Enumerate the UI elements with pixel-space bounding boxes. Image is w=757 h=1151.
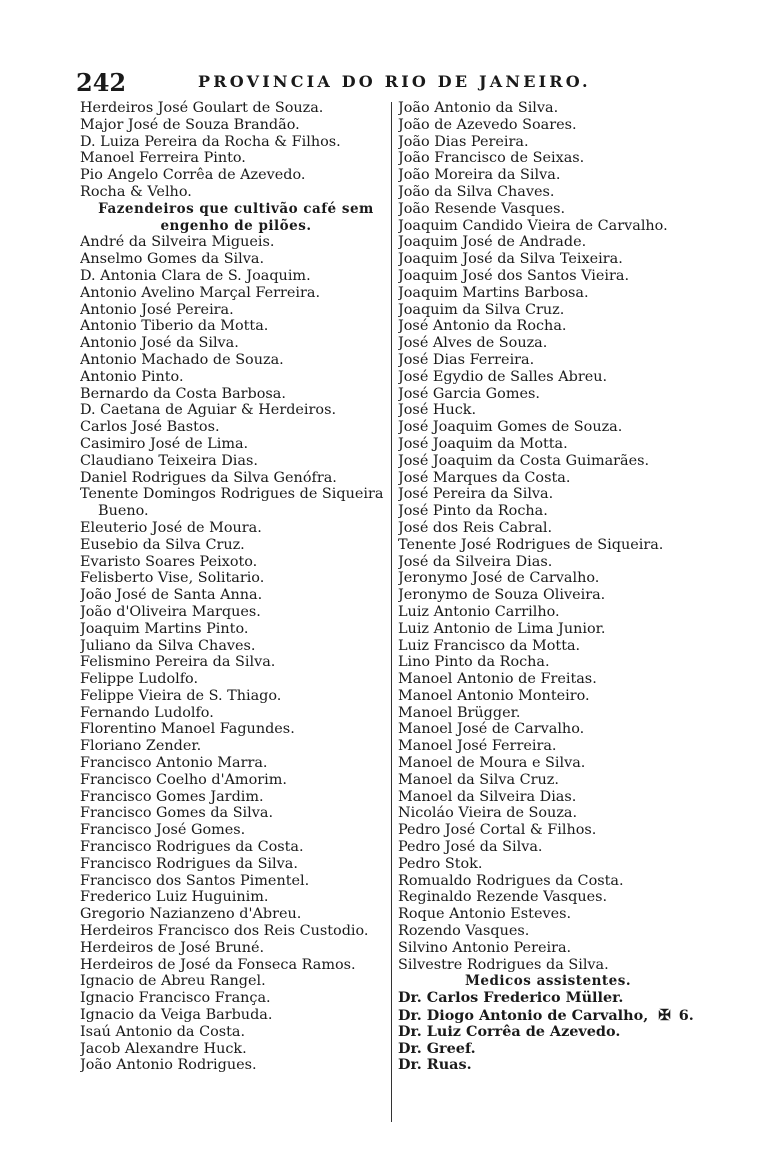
list-item: João d'Oliveira Marques. — [80, 603, 261, 620]
order-number: 6. — [678, 1007, 694, 1024]
list-item: Manoel José Ferreira. — [398, 738, 557, 755]
list-item: José da Silveira Dias. — [398, 553, 553, 570]
list-item: José Antonio da Rocha. — [398, 318, 567, 335]
page-header — [76, 68, 686, 102]
list-item: Manoel Ferreira Pinto. — [80, 150, 246, 167]
list-item: João Resende Vasques. — [398, 200, 566, 217]
list-item: D. Caetana de Aguiar & Herdeiros. — [80, 402, 337, 419]
list-item: Ignacio de Abreu Rangel. — [80, 973, 266, 990]
list-item: Joaquim Candido Vieira de Carvalho. — [398, 217, 668, 234]
medico-item: Dr. Ruas. — [398, 1057, 472, 1074]
list-item: Lino Pinto da Rocha. — [398, 654, 550, 671]
list-item: Evaristo Soares Peixoto. — [80, 553, 258, 570]
left-column — [80, 100, 392, 1074]
list-item: Ignacio da Veiga Barbuda. — [80, 1007, 273, 1024]
list-item: Joaquim Martins Barbosa. — [398, 284, 589, 301]
list-item: Manoel da Silveira Dias. — [398, 788, 577, 805]
list-item: José Garcia Gomes. — [398, 385, 540, 402]
list-item: Florentino Manoel Fagundes. — [80, 721, 295, 738]
list-item: Francisco Gomes da Silva. — [80, 805, 274, 822]
list-item: D. Antonia Clara de S. Joaquim. — [80, 267, 311, 284]
list-item: Joaquim José de Andrade. — [398, 234, 587, 251]
page-number: 242 — [76, 68, 127, 97]
list-item: Frederico Luiz Huguinim. — [80, 889, 269, 906]
list-item: Roque Antonio Esteves. — [398, 906, 572, 923]
list-item: Silvestre Rodrigues da Silva. — [398, 956, 609, 973]
list-item: José Pinto da Rocha. — [398, 503, 548, 520]
list-item: Major José de Souza Brandão. — [80, 116, 300, 133]
list-item: Antonio Tiberio da Motta. — [80, 318, 269, 335]
list-item: Nicoláo Vieira de Souza. — [398, 805, 578, 822]
list-item: João Antonio da Silva. — [398, 100, 559, 116]
list-item: Isaú Antonio da Costa. — [80, 1023, 246, 1040]
list-item: Pio Angelo Corrêa de Azevedo. — [80, 167, 306, 184]
list-item: Luiz Francisco da Motta. — [398, 637, 581, 654]
list-item: Daniel Rodrigues da Silva Genófra. — [80, 469, 337, 486]
list-item: Manoel José de Carvalho. — [398, 721, 585, 738]
list-item: José Egydio de Salles Abreu. — [398, 368, 608, 385]
list-item: Gregorio Nazianzeno d'Abreu. — [80, 906, 302, 923]
list-item: Silvino Antonio Pereira. — [398, 939, 572, 956]
list-item: José Joaquim da Motta. — [398, 435, 568, 452]
list-item: Felippe Vieira de S. Thiago. — [80, 687, 282, 704]
list-item: João Antonio Rodrigues. — [80, 1057, 257, 1074]
list-item: Joaquim Martins Pinto. — [80, 620, 249, 637]
list-item: José Pereira da Silva. — [398, 486, 554, 503]
list-item: Luiz Antonio de Lima Junior. — [398, 620, 606, 637]
list-item: José Marques da Costa. — [398, 469, 571, 486]
list-item: Francisco Gomes Jardim. — [80, 788, 264, 805]
list-item: Herdeiros Francisco dos Reis Custodio. — [80, 923, 369, 940]
list-item: Ignacio Francisco França. — [80, 990, 271, 1007]
list-item: Eleuterio José de Moura. — [80, 519, 262, 536]
list-item: José Joaquim da Costa Guimarães. — [398, 452, 650, 469]
list-item: Felippe Ludolfo. — [80, 671, 199, 688]
list-item: Jeronymo de Souza Oliveira. — [398, 587, 606, 604]
list-item: Herdeiros de José Bruné. — [80, 939, 265, 956]
list-item: Rozendo Vasques. — [398, 923, 530, 940]
list-item: Floriano Zender. — [80, 738, 202, 755]
list-item: Claudiano Teixeira Dias. — [80, 452, 258, 469]
running-title: PROVINCIA DO RIO DE JANEIRO. — [198, 72, 591, 91]
list-item: Manoel da Silva Cruz. — [398, 771, 559, 788]
list-item: Pedro Stok. — [398, 855, 483, 872]
list-item: José Joaquim Gomes de Souza. — [398, 419, 623, 436]
list-item: D. Luiza Pereira da Rocha & Filhos. — [80, 133, 341, 150]
medico-item: Dr. Luiz Corrêa de Azevedo. — [398, 1023, 621, 1040]
list-item: José Huck. — [398, 402, 477, 419]
list-item: Herdeiros de José da Fonseca Ramos. — [80, 956, 356, 973]
list-item: Tenente Domingos Rodrigues de Siqueira — [80, 486, 384, 503]
list-item: Rocha & Velho. — [80, 183, 192, 200]
medico-item: Dr. Greef. — [398, 1040, 476, 1057]
medico-item — [398, 1007, 698, 1024]
list-item: Eusebio da Silva Cruz. — [80, 536, 245, 553]
list-item: Tenente José Rodrigues de Siqueira. — [398, 536, 664, 553]
list-item: Felismino Pereira da Silva. — [80, 654, 276, 671]
list-item: Antonio Machado de Souza. — [80, 351, 284, 368]
list-item: Joaquim da Silva Cruz. — [398, 301, 565, 318]
list-item: Luiz Antonio Carrilho. — [398, 603, 560, 620]
section-heading-line2: engenho de pilões. — [160, 217, 312, 234]
list-item: José Alves de Souza. — [398, 335, 548, 352]
list-item: Anselmo Gomes da Silva. — [80, 251, 265, 268]
list-item: Pedro José Cortal & Filhos. — [398, 822, 597, 839]
list-item: Francisco José Gomes. — [80, 822, 246, 839]
medico-name: Dr. Diogo Antonio de Carvalho, — [398, 1007, 649, 1024]
list-item: Manoel Brügger. — [398, 704, 521, 721]
list-item: Antonio José da Silva. — [80, 335, 239, 352]
list-item: Francisco dos Santos Pimentel. — [80, 872, 310, 889]
right-column — [398, 100, 698, 1074]
list-item: José Dias Ferreira. — [398, 351, 535, 368]
list-item: Bernardo da Costa Barbosa. — [80, 385, 286, 402]
list-item: João Moreira da Silva. — [398, 167, 561, 184]
list-item: Carlos José Bastos. — [80, 419, 220, 436]
list-item: Casimiro José de Lima. — [80, 435, 249, 452]
list-item: Francisco Antonio Marra. — [80, 755, 268, 772]
list-item: Reginaldo Rezende Vasques. — [398, 889, 608, 906]
list-item: José dos Reis Cabral. — [398, 519, 553, 536]
order-cross-icon: ✠ — [658, 1007, 671, 1024]
medicos-heading: Medicos assistentes. — [464, 973, 632, 990]
list-item: Manoel Antonio Monteiro. — [398, 687, 590, 704]
list-item: Manoel Antonio de Freitas. — [398, 671, 597, 688]
list-item: Antonio José Pereira. — [80, 301, 234, 318]
list-item: Pedro José da Silva. — [398, 839, 543, 856]
list-item: Felisberto Vise, Solitario. — [80, 570, 265, 587]
list-item: Jacob Alexandre Huck. — [80, 1040, 247, 1057]
medico-item: Dr. Carlos Frederico Müller. — [398, 990, 624, 1007]
list-item: Francisco Rodrigues da Costa. — [80, 839, 304, 856]
list-item: Romualdo Rodrigues da Costa. — [398, 872, 624, 889]
list-item: André da Silveira Migueis. — [80, 234, 275, 251]
list-item: João da Silva Chaves. — [398, 183, 555, 200]
list-item: Juliano da Silva Chaves. — [80, 637, 256, 654]
list-item: Manoel de Moura e Silva. — [398, 755, 586, 772]
list-item: João Dias Pereira. — [398, 133, 529, 150]
list-item: Joaquim José dos Santos Vieira. — [398, 267, 630, 284]
list-item: João José de Santa Anna. — [80, 587, 263, 604]
list-item: Herdeiros José Goulart de Souza. — [80, 100, 324, 116]
list-item: Antonio Avelino Marçal Ferreira. — [80, 284, 321, 301]
list-item: Francisco Rodrigues da Silva. — [80, 855, 298, 872]
section-heading-line1: Fazendeiros que cultivão café sem — [98, 200, 374, 217]
list-item: Joaquim José da Silva Teixeira. — [398, 251, 623, 268]
list-item: Francisco Coelho d'Amorim. — [80, 771, 287, 788]
list-item: Jeronymo José de Carvalho. — [398, 570, 600, 587]
list-item: Fernando Ludolfo. — [80, 704, 214, 721]
list-item: João de Azevedo Soares. — [398, 116, 577, 133]
list-item-continuation: Bueno. — [98, 503, 149, 520]
list-item: João Francisco de Seixas. — [398, 150, 585, 167]
list-item: Antonio Pinto. — [80, 368, 184, 385]
